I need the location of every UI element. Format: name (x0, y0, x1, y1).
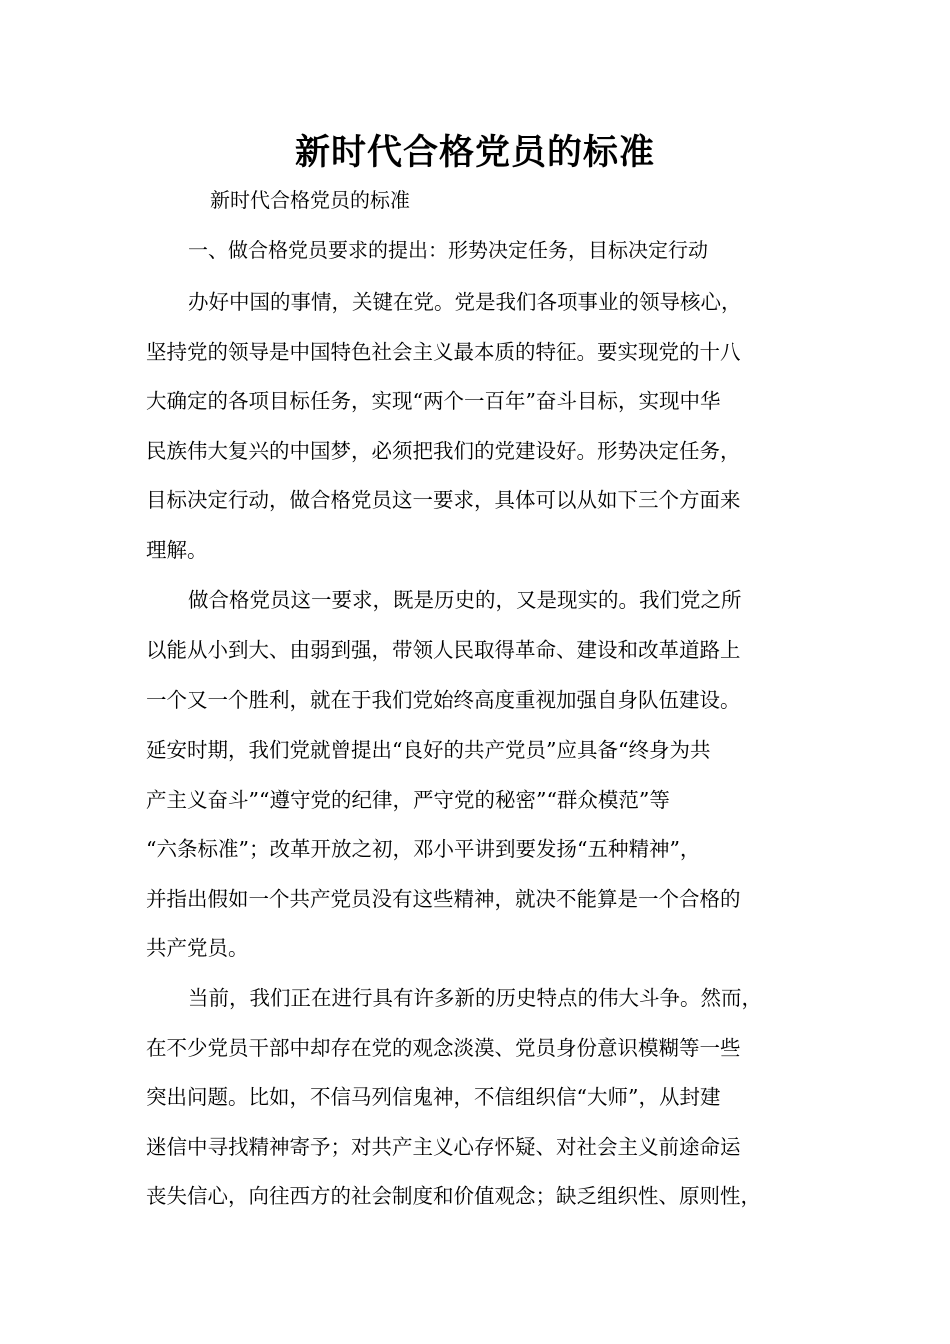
body-line: 突出问题。比如，不信马列信鬼神，不信组织信“大师”，从封建 (146, 1085, 721, 1109)
document-title: 新时代合格党员的标准 (294, 133, 655, 173)
body-line: 当前，我们正在进行具有许多新的历史特点的伟大斗争。然而， (188, 986, 762, 1010)
body-line: 大确定的各项目标任务，实现“两个一百年”奋斗目标，实现中华 (146, 389, 721, 413)
body-line: 民族伟大复兴的中国梦，必须把我们的党建设好。形势决定任务， (146, 439, 741, 463)
body-line: 并指出假如一个共产党员没有这些精神，就决不能算是一个合格的 (146, 887, 741, 911)
body-line: 办好中国的事情，关键在党。党是我们各项事业的领导核心， (188, 290, 742, 314)
body-line: 丧失信心，向往西方的社会制度和价值观念；缺乏组织性、原则性， (146, 1184, 761, 1208)
body-line: 迷信中寻找精神寄予；对共产主义心存怀疑、对社会主义前途命运 (146, 1135, 741, 1159)
body-line: 以能从小到大、由弱到强，带领人民取得革命、建设和改革道路上 (146, 638, 741, 662)
document-subtitle: 新时代合格党员的标准 (210, 188, 410, 212)
body-line: “六条标准”；改革开放之初，邓小平讲到要发扬“五种精神”， (146, 837, 701, 861)
body-line: 做合格党员这一要求，既是历史的，又是现实的。我们党之所 (188, 588, 742, 612)
body-line: 目标决定行动，做合格党员这一要求，具体可以从如下三个方面来 (146, 488, 741, 512)
body-line: 延安时期，我们党就曾提出“良好的共产党员”应具备“终身为共 (146, 738, 711, 762)
section-heading: 一、做合格党员要求的提出：形势决定任务，目标决定行动 (188, 238, 708, 262)
body-line: 在不少党员干部中却存在党的观念淡漠、党员身份意识模糊等一些 (146, 1036, 741, 1060)
body-line: 产主义奋斗”“遵守党的纪律，严守党的秘密”“群众模范”等 (146, 788, 670, 812)
body-line: 理解。 (146, 538, 208, 562)
body-line: 坚持党的领导是中国特色社会主义最本质的特征。要实现党的十八 (146, 340, 741, 364)
body-line: 共产党员。 (146, 936, 249, 960)
body-line: 一个又一个胜利，就在于我们党始终高度重视加强自身队伍建设。 (146, 688, 741, 712)
